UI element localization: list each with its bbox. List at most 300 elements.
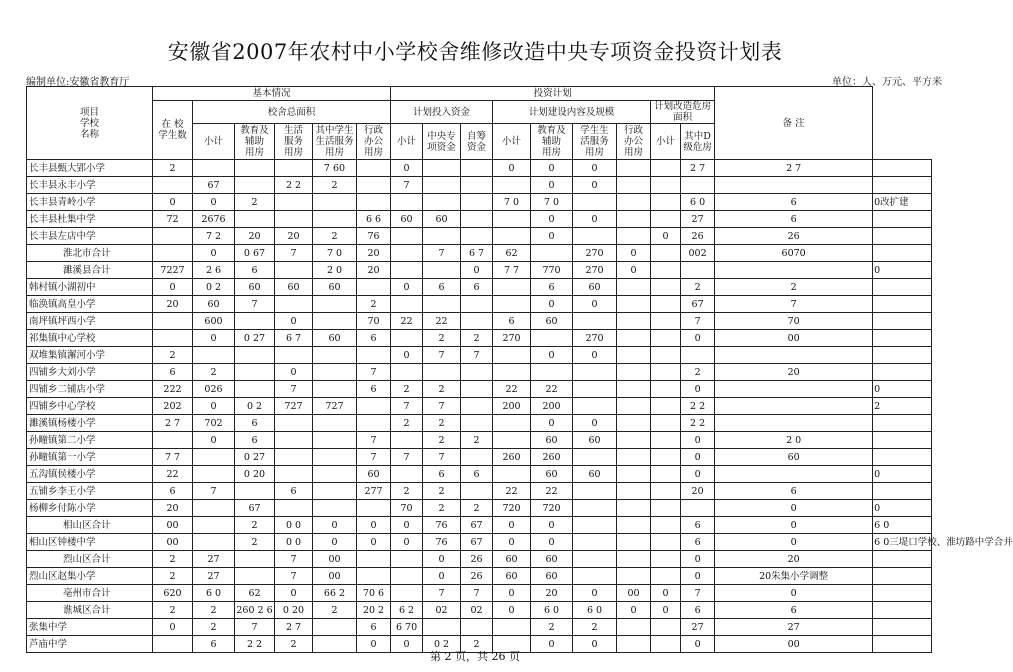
table-cell bbox=[873, 279, 932, 296]
table-cell bbox=[313, 381, 357, 398]
table-cell: 270 bbox=[573, 262, 617, 279]
table-cell: 0 bbox=[617, 245, 651, 262]
table-cell: 0 bbox=[493, 517, 531, 534]
table-cell bbox=[275, 432, 313, 449]
table-cell: 7 7 bbox=[153, 449, 193, 466]
table-cell: 60 bbox=[357, 466, 391, 483]
table-cell bbox=[651, 296, 681, 313]
table-cell: 7 bbox=[461, 585, 493, 602]
school-name-cell: 长丰县青岭小学 bbox=[27, 194, 153, 211]
table-cell bbox=[235, 313, 275, 330]
table-cell: 2 bbox=[235, 517, 275, 534]
table-cell bbox=[313, 364, 357, 381]
table-cell: 26 bbox=[715, 228, 873, 245]
table-cell: 70 bbox=[715, 313, 873, 330]
table-cell: 0 bbox=[391, 279, 423, 296]
table-cell: 60 bbox=[531, 313, 573, 330]
table-cell bbox=[651, 194, 681, 211]
table-cell: 727 bbox=[313, 398, 357, 415]
table-cell: 67 bbox=[235, 500, 275, 517]
table-row bbox=[27, 619, 932, 636]
table-cell: 0 bbox=[153, 619, 193, 636]
table-cell bbox=[493, 466, 531, 483]
table-cell: 20 bbox=[715, 364, 873, 381]
table-cell bbox=[275, 194, 313, 211]
investment-plan-table bbox=[26, 86, 1013, 653]
table-row bbox=[27, 228, 932, 245]
table-cell: 6 0 bbox=[873, 517, 932, 534]
table-cell: 0 bbox=[573, 296, 617, 313]
table-cell bbox=[873, 602, 932, 619]
table-cell bbox=[357, 551, 391, 568]
table-cell: 0 bbox=[275, 313, 313, 330]
table-cell bbox=[313, 500, 357, 517]
table-cell: 0 bbox=[531, 177, 573, 194]
table-cell: 60 bbox=[313, 279, 357, 296]
table-cell: 2 bbox=[531, 619, 573, 636]
table-cell: 6 bbox=[357, 619, 391, 636]
school-name-cell: 南坪镇坪西小学 bbox=[27, 313, 153, 330]
unit-note: 单位：人、万元、平方米 bbox=[832, 77, 942, 88]
table-cell: 6 0 bbox=[531, 602, 573, 619]
table-cell bbox=[651, 364, 681, 381]
table-cell bbox=[275, 347, 313, 364]
table-row bbox=[27, 568, 932, 585]
table-cell: 6 bbox=[235, 432, 275, 449]
table-cell: 7 bbox=[391, 449, 423, 466]
table-cell bbox=[461, 313, 493, 330]
table-cell: 0 bbox=[681, 330, 715, 347]
table-cell: 0 bbox=[681, 432, 715, 449]
table-cell: 7 bbox=[391, 398, 423, 415]
table-cell: 6 0 bbox=[573, 602, 617, 619]
table-cell bbox=[313, 415, 357, 432]
table-cell: 2 bbox=[153, 160, 193, 177]
table-cell bbox=[235, 160, 275, 177]
table-row bbox=[27, 160, 932, 177]
table-cell bbox=[493, 296, 531, 313]
table-cell bbox=[275, 262, 313, 279]
table-cell bbox=[235, 211, 275, 228]
table-cell: 70 6 bbox=[357, 585, 391, 602]
school-name-cell: 祁集镇中心学校 bbox=[27, 330, 153, 347]
table-cell bbox=[391, 551, 423, 568]
table-cell: 70 bbox=[391, 500, 423, 517]
table-cell: 60 bbox=[493, 568, 531, 585]
table-cell bbox=[153, 228, 193, 245]
table-cell: 60 bbox=[573, 279, 617, 296]
table-cell: 2 bbox=[391, 415, 423, 432]
table-cell: 0 bbox=[493, 534, 531, 551]
table-cell: 2 bbox=[153, 602, 193, 619]
table-cell: 727 bbox=[275, 398, 313, 415]
table-cell bbox=[873, 330, 932, 347]
table-cell: 0 bbox=[617, 262, 651, 279]
table-cell bbox=[617, 228, 651, 245]
table-cell: 720 bbox=[531, 500, 573, 517]
table-cell bbox=[275, 449, 313, 466]
table-cell: 20 bbox=[275, 228, 313, 245]
table-cell bbox=[681, 262, 715, 279]
table-cell: 702 bbox=[193, 415, 235, 432]
table-cell: 2 bbox=[461, 330, 493, 347]
table-cell: 22 bbox=[153, 466, 193, 483]
table-cell bbox=[193, 466, 235, 483]
table-cell: 0 20 bbox=[235, 466, 275, 483]
table-cell: 0 bbox=[275, 585, 313, 602]
table-cell bbox=[651, 551, 681, 568]
table-cell bbox=[423, 296, 461, 313]
table-cell: 6 bbox=[715, 211, 873, 228]
school-name-cell: 四铺乡中心学校 bbox=[27, 398, 153, 415]
table-cell: 20 bbox=[715, 551, 873, 568]
header-funds-subtotal: 小计 bbox=[391, 124, 423, 160]
header-remarks: 备 注 bbox=[715, 87, 873, 160]
table-cell: 6 bbox=[153, 364, 193, 381]
table-cell: 7 0 bbox=[313, 245, 357, 262]
table-cell: 76 bbox=[423, 534, 461, 551]
table-cell bbox=[493, 364, 531, 381]
table-cell: 6 bbox=[715, 483, 873, 500]
table-cell: 0 bbox=[573, 177, 617, 194]
table-cell: 2 bbox=[423, 500, 461, 517]
table-cell: 72 bbox=[153, 211, 193, 228]
table-cell bbox=[651, 245, 681, 262]
table-cell bbox=[573, 381, 617, 398]
table-cell: 2 bbox=[313, 228, 357, 245]
header-danger-subtotal: 小计 bbox=[651, 124, 681, 160]
table-cell: 222 bbox=[153, 381, 193, 398]
table-cell bbox=[313, 432, 357, 449]
table-cell: 0 bbox=[573, 211, 617, 228]
table-cell: 60 bbox=[715, 449, 873, 466]
table-cell: 0 bbox=[153, 194, 193, 211]
table-cell: 0 bbox=[531, 517, 573, 534]
table-cell: 7 bbox=[193, 483, 235, 500]
table-cell: 2 bbox=[313, 177, 357, 194]
table-cell: 0 bbox=[873, 466, 932, 483]
school-name-cell: 五铺乡李王小学 bbox=[27, 483, 153, 500]
table-cell: 6 bbox=[681, 534, 715, 551]
table-cell: 0 bbox=[617, 602, 651, 619]
table-row bbox=[27, 347, 932, 364]
table-cell bbox=[617, 534, 651, 551]
table-cell bbox=[391, 568, 423, 585]
header-item: 项目 学校 名称 bbox=[27, 87, 153, 160]
table-cell bbox=[651, 313, 681, 330]
table-cell bbox=[617, 500, 651, 517]
table-cell bbox=[651, 619, 681, 636]
school-name-cell: 濉溪县合计 bbox=[27, 262, 153, 279]
table-cell: 0 bbox=[531, 534, 573, 551]
table-cell bbox=[651, 449, 681, 466]
table-cell: 2 bbox=[715, 279, 873, 296]
table-cell bbox=[873, 313, 932, 330]
table-cell: 60 bbox=[235, 279, 275, 296]
table-row bbox=[27, 194, 932, 211]
table-cell bbox=[493, 432, 531, 449]
table-cell: 27 bbox=[681, 619, 715, 636]
table-cell bbox=[617, 381, 651, 398]
table-cell: 0 bbox=[573, 160, 617, 177]
table-cell: 66 2 bbox=[313, 585, 357, 602]
table-cell: 22 bbox=[493, 381, 531, 398]
table-cell bbox=[313, 466, 357, 483]
table-cell bbox=[423, 177, 461, 194]
table-cell bbox=[651, 177, 681, 194]
table-cell: 0 bbox=[153, 279, 193, 296]
table-cell: 27 bbox=[193, 551, 235, 568]
table-cell bbox=[313, 313, 357, 330]
table-cell: 0 0 bbox=[275, 517, 313, 534]
table-cell: 0 bbox=[531, 160, 573, 177]
table-cell bbox=[357, 415, 391, 432]
table-row bbox=[27, 500, 932, 517]
table-cell bbox=[275, 500, 313, 517]
table-cell bbox=[651, 381, 681, 398]
school-name-cell: 长丰县甄大郢小学 bbox=[27, 160, 153, 177]
table-cell bbox=[461, 160, 493, 177]
table-cell: 0 bbox=[493, 160, 531, 177]
table-cell bbox=[423, 194, 461, 211]
table-cell bbox=[235, 364, 275, 381]
table-cell bbox=[617, 313, 651, 330]
table-cell: 0 bbox=[681, 636, 715, 653]
table-cell: 6 0 bbox=[193, 585, 235, 602]
table-cell: 0 20 bbox=[275, 602, 313, 619]
table-cell bbox=[153, 245, 193, 262]
table-cell: 2 bbox=[461, 636, 493, 653]
table-row bbox=[27, 432, 932, 449]
table-cell: 0 bbox=[681, 381, 715, 398]
table-cell bbox=[193, 347, 235, 364]
table-cell: 20 bbox=[235, 228, 275, 245]
table-cell bbox=[573, 483, 617, 500]
table-cell: 6 0三堤口学校、淮坊路中学合并 bbox=[873, 534, 932, 551]
table-cell: 0 bbox=[873, 500, 932, 517]
table-cell bbox=[573, 568, 617, 585]
table-cell: 0 bbox=[357, 534, 391, 551]
table-cell: 0 0 bbox=[275, 534, 313, 551]
table-cell bbox=[193, 449, 235, 466]
table-cell: 7 bbox=[357, 432, 391, 449]
table-cell bbox=[391, 262, 423, 279]
table-cell: 7227 bbox=[153, 262, 193, 279]
table-cell: 20 2 bbox=[357, 602, 391, 619]
table-cell bbox=[153, 177, 193, 194]
table-cell bbox=[873, 211, 932, 228]
school-name-cell: 四铺乡大刘小学 bbox=[27, 364, 153, 381]
table-cell: 7 bbox=[275, 568, 313, 585]
table-cell: 200 bbox=[493, 398, 531, 415]
table-cell: 2 bbox=[357, 296, 391, 313]
table-row bbox=[27, 262, 932, 279]
table-cell: 0 27 bbox=[235, 449, 275, 466]
table-cell: 0 bbox=[681, 551, 715, 568]
table-cell: 6 bbox=[357, 381, 391, 398]
table-cell bbox=[235, 381, 275, 398]
table-cell bbox=[617, 466, 651, 483]
school-name-cell: 相山区钟楼中学 bbox=[27, 534, 153, 551]
school-name-cell: 孙疃镇第一小学 bbox=[27, 449, 153, 466]
table-cell: 0 bbox=[531, 296, 573, 313]
table-cell: 6 bbox=[235, 262, 275, 279]
header-teaching: 教育及 辅助 用房 bbox=[235, 124, 275, 160]
table-cell: 2 bbox=[423, 432, 461, 449]
table-cell bbox=[617, 177, 651, 194]
table-cell bbox=[617, 211, 651, 228]
table-cell: 02 bbox=[461, 602, 493, 619]
table-row bbox=[27, 483, 932, 500]
table-cell: 2 bbox=[423, 483, 461, 500]
table-cell bbox=[873, 296, 932, 313]
table-cell bbox=[357, 279, 391, 296]
school-name-cell: 濉溪镇杨楼小学 bbox=[27, 415, 153, 432]
table-cell: 0 bbox=[531, 636, 573, 653]
table-cell: 0 bbox=[573, 415, 617, 432]
header-admin-2: 行政 办公 用房 bbox=[617, 124, 651, 160]
table-cell: 2 bbox=[423, 330, 461, 347]
school-name-cell: 谯城区合计 bbox=[27, 602, 153, 619]
table-cell bbox=[423, 160, 461, 177]
table-cell: 2 2 bbox=[681, 415, 715, 432]
table-cell bbox=[193, 160, 235, 177]
table-cell bbox=[275, 296, 313, 313]
page-title: 安徽省2007年农村中小学校舍维修改造中央专项资金投资计划表 bbox=[167, 40, 783, 64]
table-cell: 0 bbox=[461, 262, 493, 279]
table-cell bbox=[651, 568, 681, 585]
table-cell: 0 bbox=[357, 636, 391, 653]
table-cell bbox=[153, 432, 193, 449]
table-cell: 7 bbox=[423, 449, 461, 466]
table-cell: 0 bbox=[193, 330, 235, 347]
table-cell bbox=[423, 619, 461, 636]
table-cell: 20 bbox=[153, 296, 193, 313]
table-body bbox=[27, 160, 1013, 653]
table-cell: 6 bbox=[423, 466, 461, 483]
school-name-cell: 淮北市合计 bbox=[27, 245, 153, 262]
table-cell: 0 bbox=[391, 636, 423, 653]
table-cell bbox=[617, 517, 651, 534]
table-cell: 2 bbox=[313, 602, 357, 619]
table-cell bbox=[357, 160, 391, 177]
table-cell: 0 bbox=[391, 347, 423, 364]
header-d-level: 其中D 级危房 bbox=[681, 124, 715, 160]
table-cell: 620 bbox=[153, 585, 193, 602]
table-cell: 0 bbox=[573, 636, 617, 653]
table-row bbox=[27, 602, 932, 619]
table-cell bbox=[873, 449, 932, 466]
table-cell bbox=[313, 296, 357, 313]
table-cell bbox=[651, 279, 681, 296]
table-cell: 2676 bbox=[193, 211, 235, 228]
header-building-area: 校舍总面积 bbox=[193, 101, 391, 124]
table-cell: 60 bbox=[193, 296, 235, 313]
table-cell bbox=[617, 279, 651, 296]
table-cell bbox=[573, 551, 617, 568]
table-cell: 260 2 6 bbox=[235, 602, 275, 619]
table-cell bbox=[391, 245, 423, 262]
table-cell: 7 bbox=[423, 585, 461, 602]
table-cell: 67 bbox=[193, 177, 235, 194]
table-cell bbox=[313, 194, 357, 211]
table-cell: 20 bbox=[357, 245, 391, 262]
table-cell: 0 bbox=[531, 347, 573, 364]
table-cell: 0 bbox=[391, 517, 423, 534]
table-cell: 600 bbox=[193, 313, 235, 330]
table-cell: 0 bbox=[493, 602, 531, 619]
table-cell bbox=[391, 228, 423, 245]
table-cell bbox=[357, 500, 391, 517]
header-basic-info: 基本情况 bbox=[153, 87, 391, 101]
table-cell bbox=[873, 160, 932, 177]
table-cell: 2 bbox=[235, 194, 275, 211]
school-name-cell: 烈山区合计 bbox=[27, 551, 153, 568]
table-cell bbox=[715, 262, 873, 279]
table-cell: 7 0 bbox=[531, 194, 573, 211]
table-cell bbox=[617, 194, 651, 211]
table-row bbox=[27, 398, 932, 415]
table-cell: 0 bbox=[681, 568, 715, 585]
table-cell: 7 bbox=[681, 585, 715, 602]
table-row bbox=[27, 449, 932, 466]
table-cell bbox=[275, 466, 313, 483]
table-cell bbox=[873, 568, 932, 585]
table-cell bbox=[573, 398, 617, 415]
table-cell: 270 bbox=[573, 330, 617, 347]
school-name-cell: 相山区合计 bbox=[27, 517, 153, 534]
table-row bbox=[27, 279, 932, 296]
table-cell: 0 bbox=[715, 517, 873, 534]
table-cell: 0 2 bbox=[193, 279, 235, 296]
table-cell bbox=[357, 568, 391, 585]
table-row bbox=[27, 313, 932, 330]
school-name-cell: 临涣镇高皇小学 bbox=[27, 296, 153, 313]
table-cell: 60 bbox=[493, 551, 531, 568]
school-name-cell: 韩村镇小湖初中 bbox=[27, 279, 153, 296]
table-cell bbox=[651, 534, 681, 551]
table-cell: 00 bbox=[153, 517, 193, 534]
table-cell bbox=[651, 262, 681, 279]
table-cell bbox=[873, 364, 932, 381]
table-cell bbox=[573, 194, 617, 211]
table-cell bbox=[235, 483, 275, 500]
table-cell bbox=[391, 194, 423, 211]
table-row bbox=[27, 551, 932, 568]
table-cell: 2 bbox=[193, 602, 235, 619]
table-cell bbox=[153, 330, 193, 347]
compiling-unit: 编制单位:安徽省教育厅 bbox=[26, 77, 130, 88]
table-cell: 2 bbox=[423, 381, 461, 398]
table-cell: 6 2 bbox=[391, 602, 423, 619]
table-cell: 7 bbox=[681, 313, 715, 330]
table-cell bbox=[617, 449, 651, 466]
table-cell bbox=[873, 432, 932, 449]
table-cell: 7 bbox=[357, 449, 391, 466]
table-cell: 0 bbox=[681, 466, 715, 483]
table-cell bbox=[461, 483, 493, 500]
table-cell: 20 bbox=[357, 262, 391, 279]
table-cell: 7 bbox=[715, 296, 873, 313]
table-cell: 7 bbox=[275, 551, 313, 568]
table-cell bbox=[493, 211, 531, 228]
table-cell bbox=[493, 279, 531, 296]
table-cell: 7 bbox=[423, 398, 461, 415]
table-cell bbox=[715, 177, 873, 194]
school-name-cell: 长丰县杜集中学 bbox=[27, 211, 153, 228]
table-cell: 0 bbox=[715, 500, 873, 517]
header-admin: 行政 办公 用房 bbox=[357, 124, 391, 160]
